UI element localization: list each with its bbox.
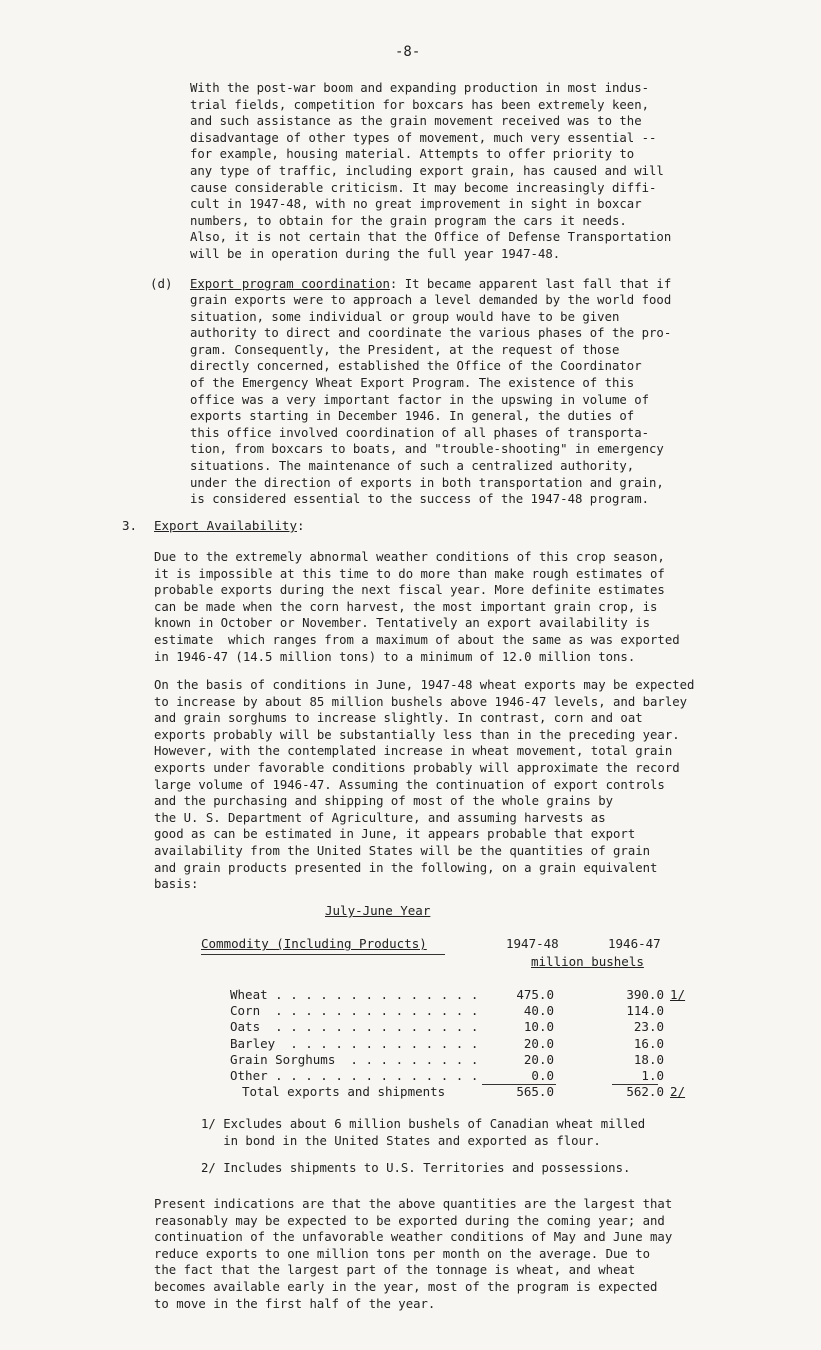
paragraph-conditions-june-line: to increase by about 85 million bushels above 1946-47 levels, and barley <box>154 694 688 709</box>
paragraph-export-availability-line: in 1946-47 (14.5 million tons) to a minimum of 12.0 million tons. <box>154 649 636 664</box>
section-3-heading-line <box>154 518 305 533</box>
paragraph-conditions-june-line: exports probably will be substantially less than in the preceding year. <box>154 727 680 742</box>
value-1946-47: 18.0 <box>633 1052 664 1067</box>
value-1946-47: 16.0 <box>633 1036 664 1051</box>
item-d-first-line <box>190 276 671 293</box>
footnote-1-line: 1/ Excludes about 6 million bushels of Canadian wheat milled <box>201 1117 646 1131</box>
paragraph-conditions-june-line: good as can be estimated in June, it appears probable that export <box>154 827 636 842</box>
paragraph-conditions-june-line: However, with the contemplated increase in wheat movement, total grain <box>154 744 673 759</box>
paragraph-present-indications-line: reduce exports to one million tons per month on the average. Due to <box>154 1246 651 1261</box>
commodity-name: Corn . . . . . . . . . . . . . . <box>230 1003 479 1018</box>
commodity-name: Wheat . . . . . . . . . . . . . . <box>230 987 479 1002</box>
paragraph-export-availability-line: can be made when the corn harvest, the most important grain crop, is <box>154 599 658 614</box>
paragraph-boxcars-line: cult in 1947-48, with no great improvement in sight in boxcar <box>190 197 642 212</box>
paragraph-present-indications-line: to move in the first half of the year. <box>154 1296 436 1311</box>
item-d-marker: (d) <box>150 276 173 291</box>
table-header-commodity: Commodity (Including Products) <box>201 936 427 951</box>
table-row <box>230 1003 690 1020</box>
table-unit: million bushels <box>531 954 644 969</box>
section-3-colon: : <box>297 518 305 533</box>
paragraph-present-indications-line: continuation of the unfavorable weather conditions of May and June may <box>154 1230 673 1245</box>
paragraph-present-indications <box>154 1196 672 1312</box>
paragraph-conditions-june-line: basis: <box>154 877 199 892</box>
footnote-2: 2/ Includes shipments to U.S. Territories and possessions. <box>201 1161 631 1175</box>
total-rule-1947-48 <box>482 1084 556 1085</box>
value-1947-48: 20.0 <box>523 1052 554 1067</box>
paragraph-boxcars <box>190 80 671 263</box>
paragraph-conditions-june-line: large volume of 1946-47. Assuming the continuation of export controls <box>154 777 665 792</box>
paragraph-conditions-june-line: On the basis of conditions in June, 1947-48 wheat exports may be expected <box>154 678 695 692</box>
commodity-name: Barley . . . . . . . . . . . . . <box>230 1036 479 1051</box>
value-1947-48: 10.0 <box>523 1019 554 1034</box>
paragraph-boxcars-line: for example, housing material. Attempts to offer priority to <box>190 147 635 162</box>
section-3-heading: Export Availability <box>154 518 297 533</box>
table-row <box>230 1068 690 1085</box>
value-1946-47: 114.0 <box>626 1003 664 1018</box>
paragraph-export-coordination-line: this office involved coordination of all phases of transporta- <box>190 425 650 440</box>
page-number: -8- <box>395 44 421 60</box>
table-header-1946-47: 1946-47 <box>608 936 661 951</box>
section-3-number: 3. <box>122 518 138 533</box>
paragraph-conditions-june-line: the U. S. Department of Agriculture, and assuming harvests as <box>154 810 606 825</box>
paragraph-present-indications-line: the fact that the largest part of the tonnage is wheat, and wheat <box>154 1263 636 1278</box>
table-row <box>230 1036 690 1053</box>
value-1947-48: 475.0 <box>516 987 554 1002</box>
paragraph-export-coordination-line: tion, from boxcars to boats, and "trouble-shooting" in emergency <box>190 442 664 457</box>
paragraph-conditions-june-line: and grain sorghums to increase slightly. In contrast, corn and oat <box>154 711 643 726</box>
paragraph-boxcars-line: cause considerable criticism. It may become increasingly diffi- <box>190 180 657 195</box>
paragraph-export-coordination-line: authority to direct and coordinate the various phases of the pro- <box>190 326 672 341</box>
paragraph-export-coordination-line: exports starting in December 1946. In general, the duties of <box>190 409 635 424</box>
commodity-name: Grain Sorghums . . . . . . . . . <box>230 1052 479 1067</box>
paragraph-boxcars-line: will be in operation during the full year 1947-48. <box>190 246 561 261</box>
paragraph-conditions-june-line: and grain products presented in the following, on a grain equivalent <box>154 860 658 875</box>
paragraph-export-availability-line: probable exports during the next fiscal year. More definite estimates <box>154 583 665 598</box>
paragraph-present-indications-line: reasonably may be expected to be exported during the coming year; and <box>154 1213 665 1228</box>
footnote-1-line: in bond in the United States and exported as flour. <box>201 1133 601 1148</box>
paragraph-conditions-june <box>154 677 694 893</box>
paragraph-boxcars-line: With the post-war boom and expanding production in most indus- <box>190 81 650 95</box>
table-row <box>242 1084 702 1101</box>
commodity-name: Total exports and shipments <box>242 1084 446 1099</box>
table-title: July-June Year <box>325 903 431 918</box>
paragraph-export-coordination-line: situations. The maintenance of such a centralized authority, <box>190 458 635 473</box>
paragraph-boxcars-line: numbers, to obtain for the grain program the cars it needs. <box>190 213 627 228</box>
paragraph-export-availability-line: Due to the extremely abnormal weather conditions of this crop season, <box>154 550 665 564</box>
table-row <box>230 1019 690 1036</box>
paragraph-boxcars-line: and such assistance as the grain movement received was to the <box>190 114 642 129</box>
paragraph-conditions-june-line: exports under favorable conditions probably will approximate the record <box>154 760 680 775</box>
paragraph-export-coordination-line: directly concerned, established the Office of the Coordinator <box>190 359 642 374</box>
table-row <box>230 987 690 1004</box>
paragraph-export-availability-line: estimate which ranges from a maximum of about the same as was exported <box>154 632 680 647</box>
paragraph-export-availability-line: it is impossible at this time to do more than make rough estimates of <box>154 566 665 581</box>
commodity-name: Other . . . . . . . . . . . . . . <box>230 1068 479 1083</box>
value-1946-47: 390.0 <box>626 987 664 1002</box>
paragraph-export-coordination-line: gram. Consequently, the President, at the request of those <box>190 342 620 357</box>
value-1947-48: 40.0 <box>523 1003 554 1018</box>
item-d-heading: Export program coordination <box>190 277 390 291</box>
table-header-1947-48: 1947-48 <box>506 936 559 951</box>
value-1946-47: 1.0 <box>641 1068 664 1083</box>
paragraph-present-indications-line: becomes available early in the year, most of the program is expected <box>154 1279 658 1294</box>
value-1947-48: 565.0 <box>516 1084 554 1099</box>
footnote-ref: 2/ <box>670 1084 686 1099</box>
paragraph-conditions-june-line: and the purchasing and shipping of most of the whole grains by <box>154 794 614 809</box>
total-rule-1946-47 <box>612 1084 658 1085</box>
paragraph-conditions-june-line: availability from the United States will be the quantities of grain <box>154 843 651 858</box>
paragraph-export-coordination-line: office was a very important factor in the upswing in volume of <box>190 392 650 407</box>
paragraph-boxcars-line: any type of traffic, including export grain, has caused and will <box>190 163 664 178</box>
paragraph-boxcars-line: trial fields, competition for boxcars has been extremely keen, <box>190 97 650 112</box>
footnote-ref: 1/ <box>670 987 686 1002</box>
paragraph-export-coordination-line: under the direction of exports in both transportation and grain, <box>190 475 664 490</box>
table-header-rule <box>201 954 445 955</box>
paragraph-export-coordination-line: grain exports were to approach a level demanded by the world food <box>190 293 672 307</box>
paragraph-export-availability <box>154 549 680 665</box>
table-row <box>230 1052 690 1069</box>
paragraph-export-coordination-line: of the Emergency Wheat Export Program. The existence of this <box>190 375 635 390</box>
value-1947-48: 20.0 <box>523 1036 554 1051</box>
footnote-1 <box>201 1116 645 1149</box>
paragraph-export-coordination-line: is considered essential to the success of the 1947-48 program. <box>190 492 650 507</box>
paragraph-export-availability-line: known in October or November. Tentatively an export availability is <box>154 616 651 631</box>
value-1946-47: 562.0 <box>626 1084 664 1099</box>
commodity-name: Oats . . . . . . . . . . . . . . <box>230 1019 479 1034</box>
paragraph-boxcars-line: Also, it is not certain that the Office of Defense Transportation <box>190 230 672 245</box>
paragraph-export-coordination <box>190 292 671 508</box>
value-1946-47: 23.0 <box>633 1019 664 1034</box>
paragraph-boxcars-line: disadvantage of other types of movement, much very essential -- <box>190 130 657 145</box>
item-d-first-line-rest: : It became apparent last fall that if <box>389 277 672 291</box>
paragraph-export-coordination-line: situation, some individual or group would have to be given <box>190 309 620 324</box>
paragraph-present-indications-line: Present indications are that the above quantities are the largest that <box>154 1197 673 1211</box>
value-1947-48: 0.0 <box>531 1068 554 1083</box>
